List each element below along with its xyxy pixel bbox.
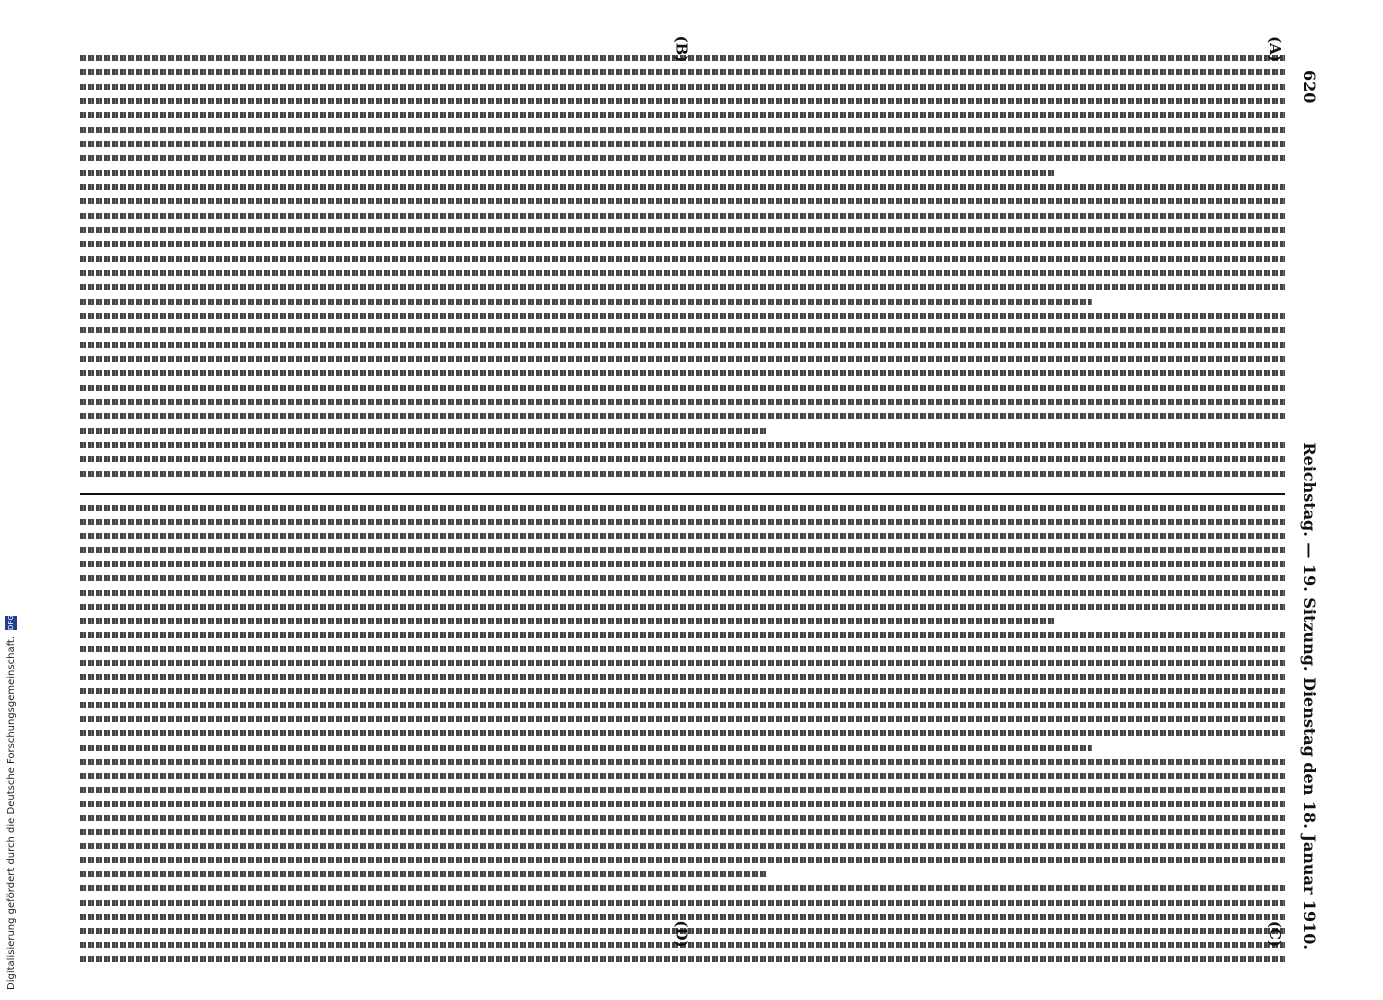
text-line xyxy=(80,370,1285,376)
text-line xyxy=(80,829,1285,835)
text-line xyxy=(80,98,1285,104)
text-line xyxy=(80,730,1285,736)
text-line xyxy=(80,112,1285,118)
text-line xyxy=(80,857,1285,863)
text-line xyxy=(80,590,1285,596)
text-line xyxy=(80,141,1285,147)
page-title: Reichstag. — 19. Sitzung. Dienstag den 18. Januar 1910. xyxy=(1300,442,1320,950)
text-line xyxy=(80,241,1285,247)
text-line xyxy=(80,198,1285,204)
text-line xyxy=(80,660,1285,666)
text-line xyxy=(80,327,1285,333)
text-line xyxy=(80,471,1285,477)
text-line xyxy=(80,313,1285,319)
text-line xyxy=(80,801,1285,807)
text-line xyxy=(80,84,1285,90)
text-line xyxy=(80,170,1056,176)
text-line xyxy=(80,815,1285,821)
text-line xyxy=(80,299,1092,305)
imprint-text: Digitalisierung gefördert durch die Deutsche Forschungsgemeinschaft. xyxy=(5,635,17,990)
text-line xyxy=(80,519,1285,525)
text-line xyxy=(80,533,1285,539)
text-line xyxy=(80,688,1285,694)
dfg-logo-icon: DFG xyxy=(7,615,15,630)
text-line xyxy=(80,843,1285,849)
text-line xyxy=(80,674,1285,680)
text-line xyxy=(80,759,1285,765)
margin-letter-a: (A) xyxy=(1265,36,1284,62)
text-line xyxy=(80,885,1285,891)
text-line xyxy=(80,773,1285,779)
text-line xyxy=(80,213,1285,219)
margin-letter-c: (C) xyxy=(1266,920,1285,948)
lower-text-column xyxy=(80,505,1285,970)
text-line xyxy=(80,900,1285,906)
text-line xyxy=(80,456,1285,462)
digitization-imprint xyxy=(3,610,19,990)
page-number: 620 xyxy=(1300,70,1320,104)
column-divider xyxy=(80,493,1285,495)
text-line xyxy=(80,618,1056,624)
text-line xyxy=(80,127,1285,133)
text-line xyxy=(80,356,1285,362)
text-line xyxy=(80,604,1285,610)
text-line xyxy=(80,561,1285,567)
text-line xyxy=(80,505,1285,511)
text-line xyxy=(80,547,1285,553)
text-line xyxy=(80,442,1285,448)
margin-letter-d: (D) xyxy=(672,920,691,948)
text-line xyxy=(80,428,767,434)
text-line xyxy=(80,871,767,877)
text-line xyxy=(80,155,1285,161)
text-line xyxy=(80,745,1092,751)
upper-text-column xyxy=(80,55,1285,485)
text-line xyxy=(80,270,1285,276)
text-line xyxy=(80,702,1285,708)
text-line xyxy=(80,227,1285,233)
text-line xyxy=(80,284,1285,290)
text-line xyxy=(80,385,1285,391)
text-line xyxy=(80,69,1285,75)
text-line xyxy=(80,716,1285,722)
text-line xyxy=(80,787,1285,793)
text-line xyxy=(80,413,1285,419)
text-line xyxy=(80,646,1285,652)
running-header xyxy=(1290,70,1330,950)
text-line xyxy=(80,342,1285,348)
text-line xyxy=(80,632,1285,638)
text-line xyxy=(80,956,1285,962)
text-line xyxy=(80,575,1285,581)
text-line xyxy=(80,399,1285,405)
text-line xyxy=(80,914,1285,920)
margin-letter-b: (B) xyxy=(672,35,691,63)
text-line xyxy=(80,256,1285,262)
text-line xyxy=(80,184,1285,190)
